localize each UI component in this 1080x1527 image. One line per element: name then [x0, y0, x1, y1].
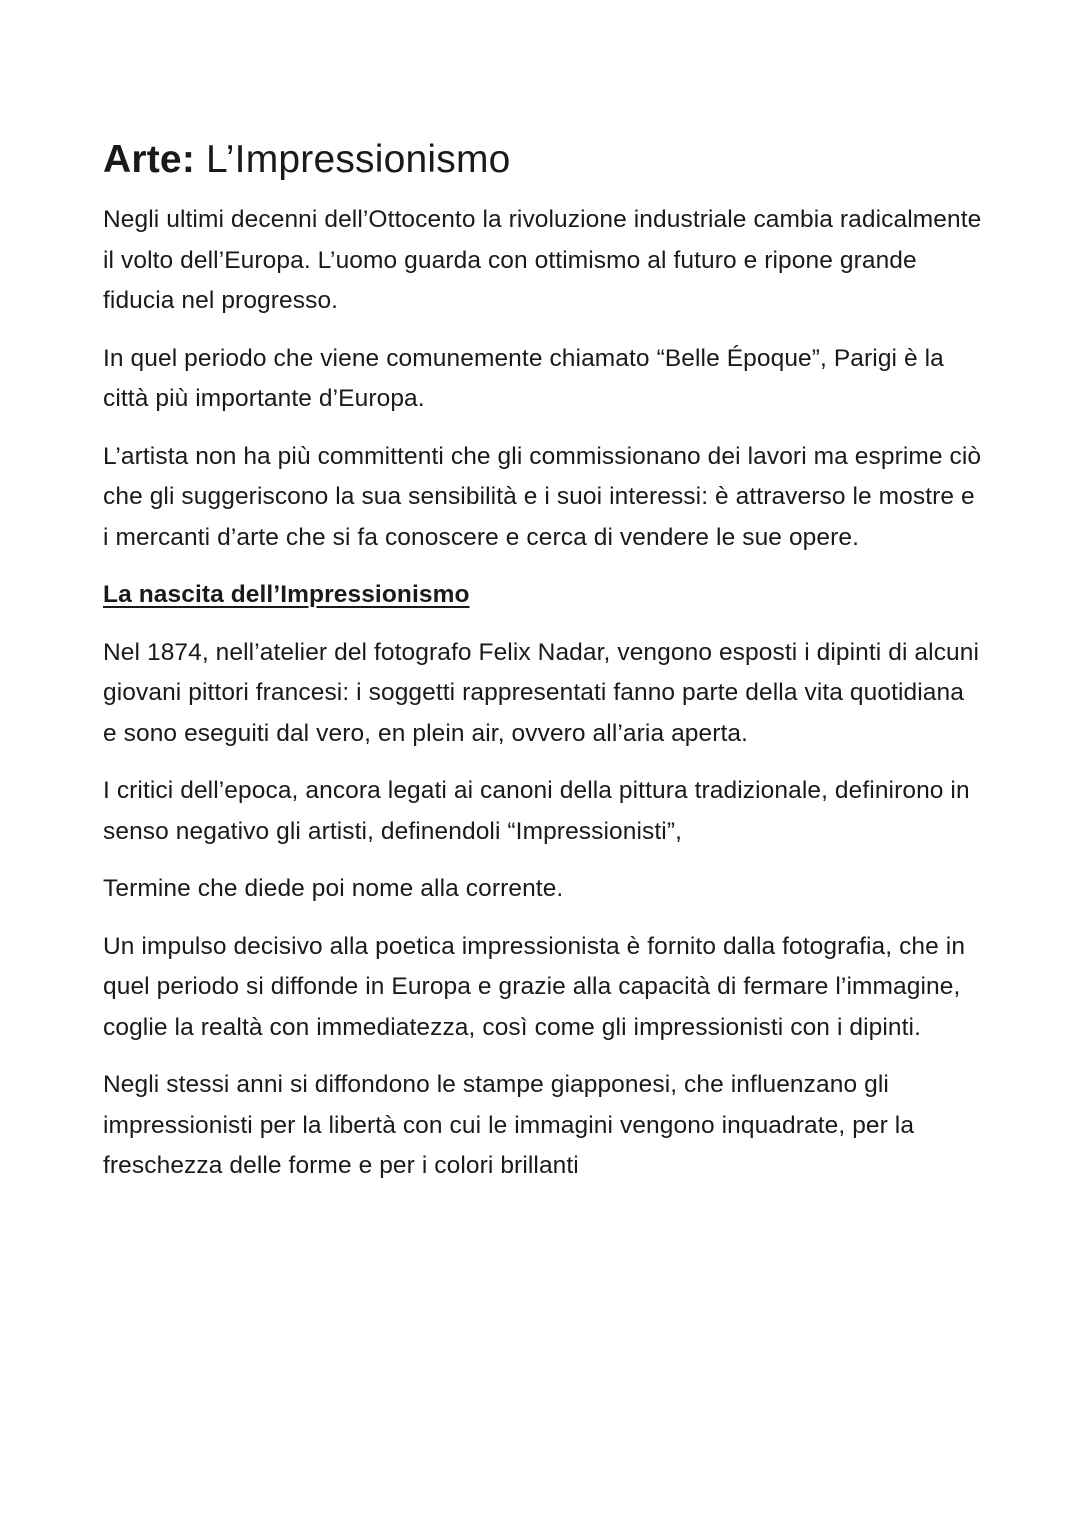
section-heading: La nascita dell’Impressionismo — [103, 581, 470, 608]
intro-paragraph-2: In quel periodo che viene comunemente chiamato “Belle Époque”, Parigi è la città più importante d’Europa. — [103, 344, 944, 412]
section-paragraph-3: Termine che diede poi nome alla corrente. — [103, 875, 564, 902]
title-topic: L’Impressionismo — [195, 138, 511, 181]
section-paragraph-2: I critici dell’epoca, ancora legati ai canoni della pittura tradizionale, definirono in senso negativo gli artisti, definendoli “Impressionisti”, — [103, 777, 970, 845]
section-paragraph-4: Un impulso decisivo alla poetica impressionista è fornito dalla fotografia, che in quel periodo si diffonde in Europa e grazie alla capacità di fermare l’immagine, coglie la realtà con immediatezza, così come gli impressionisti con i dipinti. — [103, 932, 966, 1041]
section-paragraph-5: Negli stessi anni si diffondono le stampe giapponesi, che influenzano gli impressionisti per la libertà con cui le immagini vengono inquadrate, per la freschezza delle forme e per i colori brillanti — [103, 1071, 915, 1179]
page-title — [103, 134, 983, 186]
title-subject: Arte: — [103, 138, 196, 181]
intro-paragraph-1: Negli ultimi decenni dell’Ottocento la rivoluzione industriale cambia radicalmente il volto dell’Europa. L’uomo guarda con ottimismo al futuro e ripone grande fiducia nel progresso. — [103, 206, 982, 314]
document-body — [103, 134, 983, 1204]
intro-paragraph-3: L’artista non ha più committenti che gli commissionano dei lavori ma esprime ciò che gli suggeriscono la sua sensibilità e i suoi interessi: è attraverso le mostre e i mercanti d’arte che si fa conoscere e cerca di vendere le sue opere. — [103, 442, 982, 551]
section-paragraph-1: Nel 1874, nell’atelier del fotografo Felix Nadar, vengono esposti i dipinti di alcuni giovani pittori francesi: i soggetti rappresentati fanno parte della vita quotidiana e sono eseguiti dal vero, en plein air, ovvero all’aria aperta. — [103, 638, 980, 747]
